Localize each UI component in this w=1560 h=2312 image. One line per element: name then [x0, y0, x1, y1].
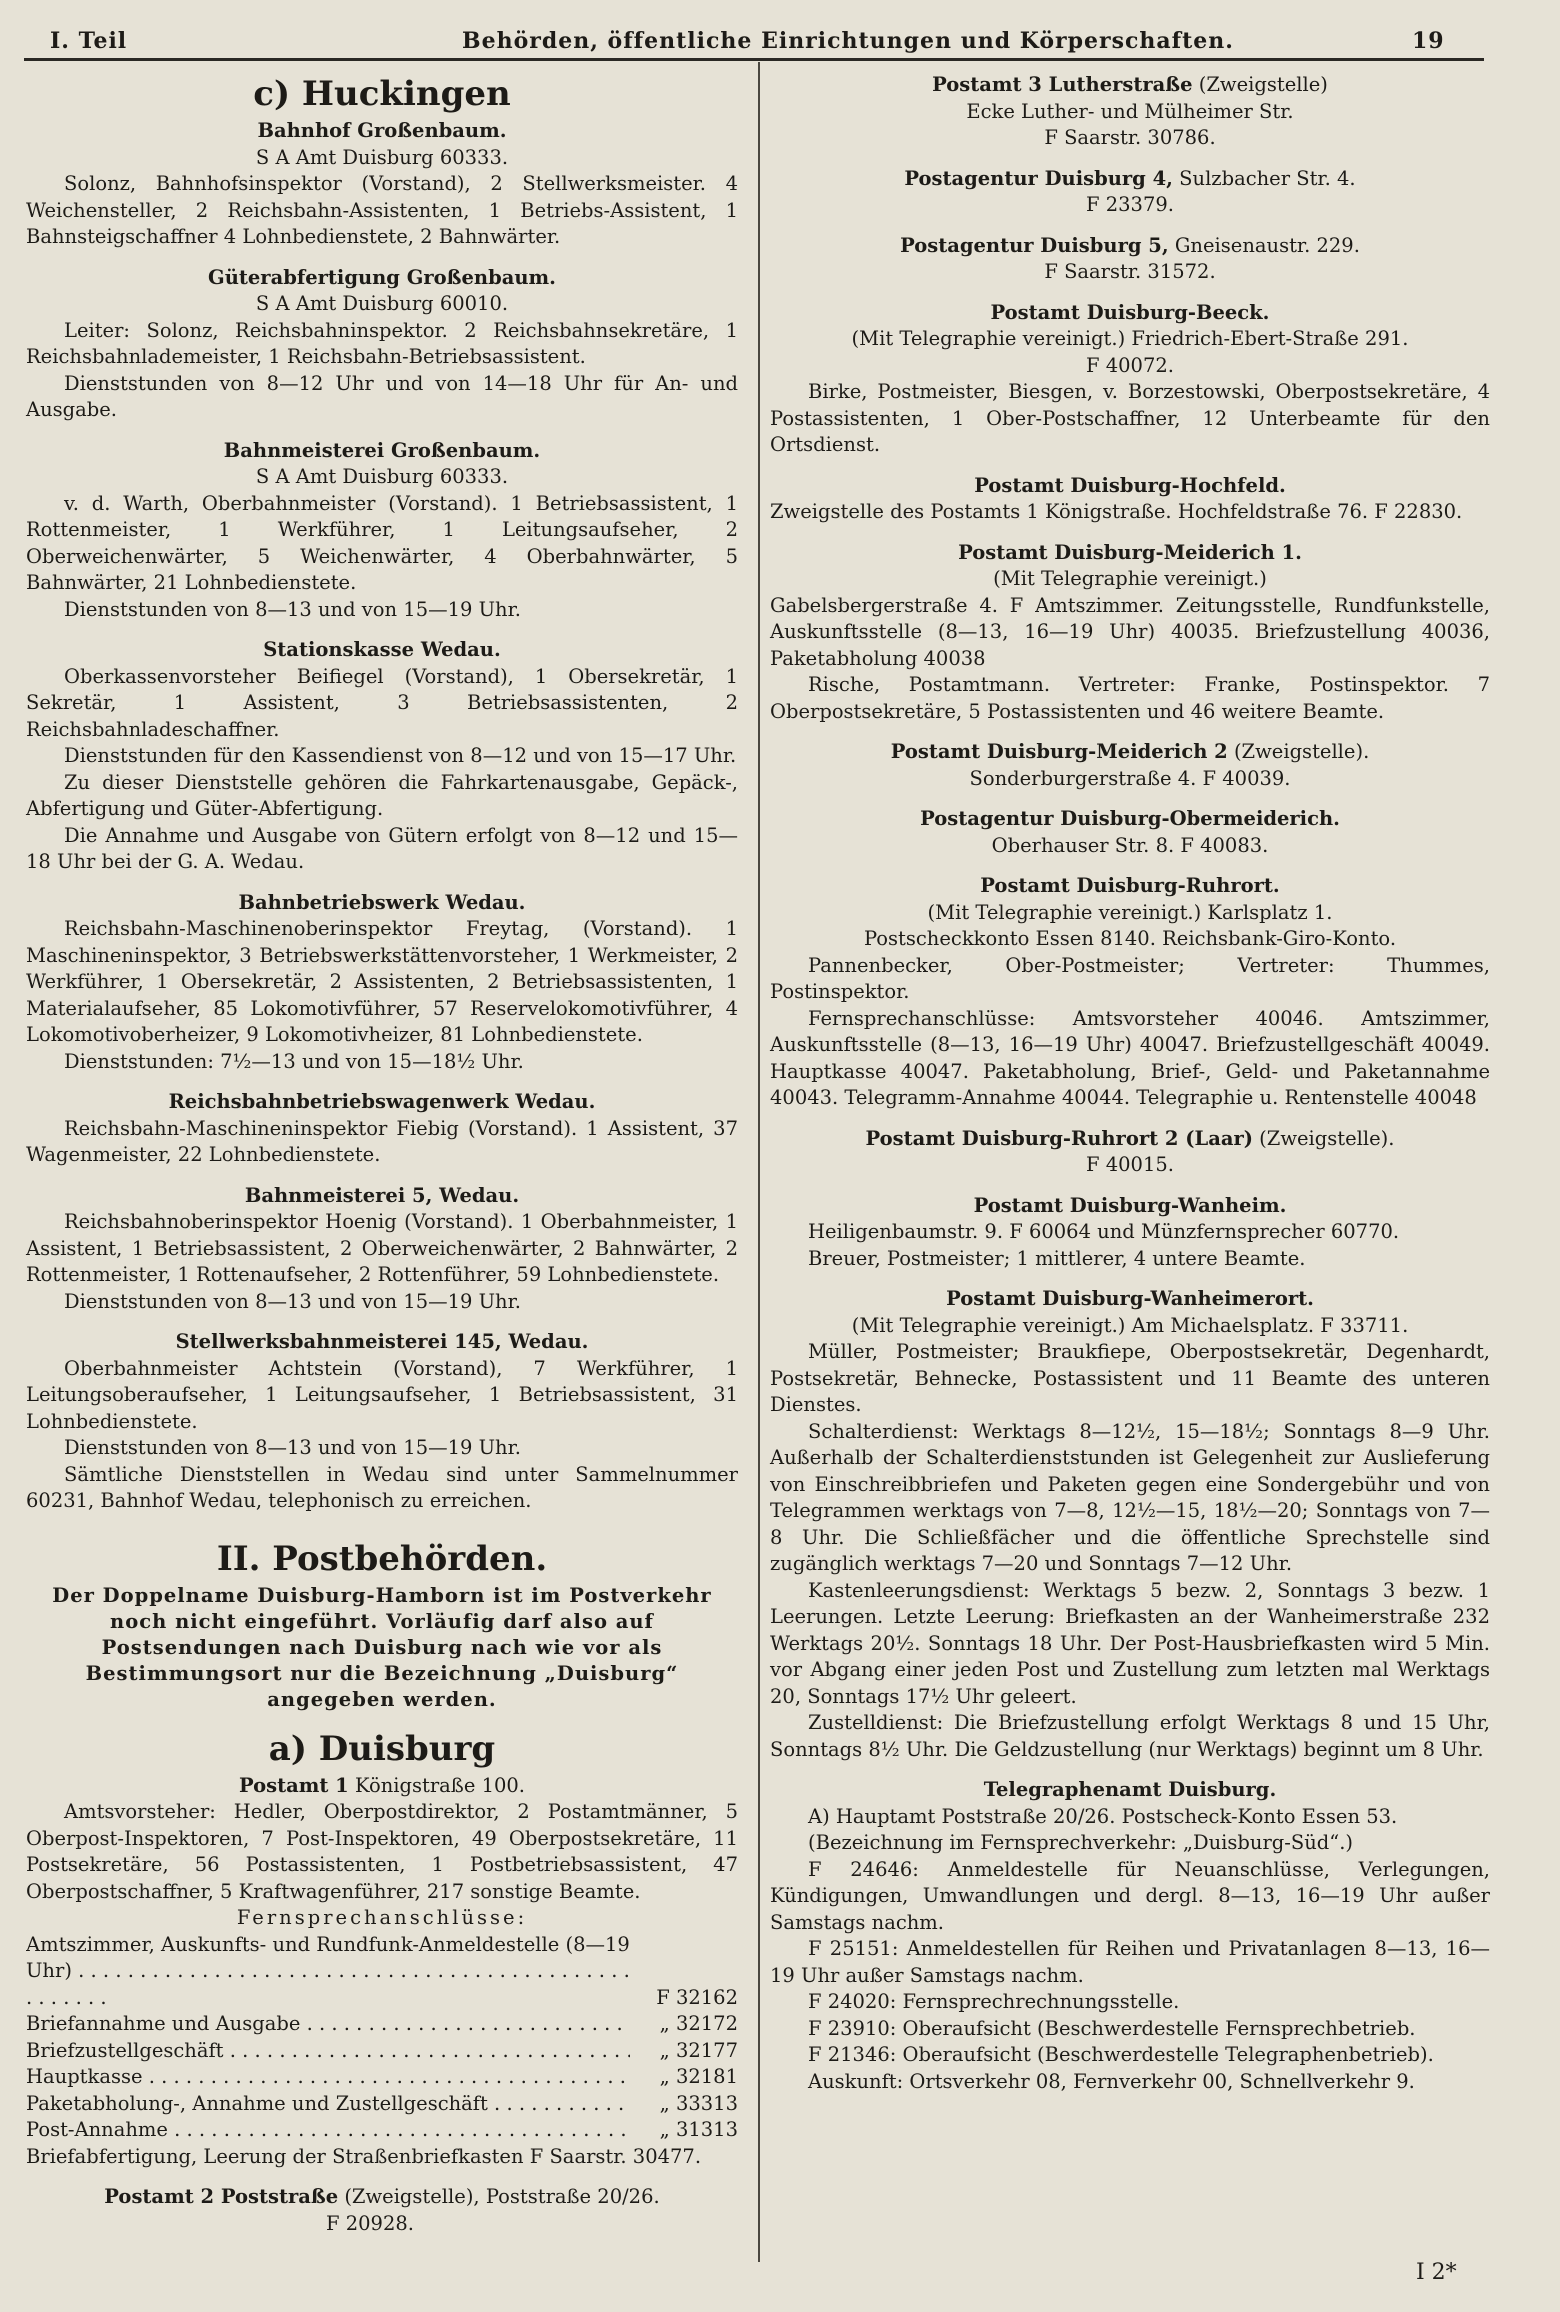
bahnhof-grossenbaum-title: Bahnhof Großenbaum. [257, 119, 507, 142]
postamt-1-address: Königstraße 100. [354, 1773, 525, 1797]
meiderich-1-staff: Rische, Postamtmann. Vertreter: Franke, Postinspektor. 7 Oberpostsekretäre, 5 Postassistenten und 46 weitere Beamte. [770, 673, 1490, 723]
left-column [26, 72, 738, 2237]
bahnbetriebswerk-staff: Reichsbahn-Maschinenoberinspektor Freytag, (Vorstand). 1 Maschineninspektor, 3 Betriebswerkstättenvorsteher, 1 Werkmeister, 2 Werkführer, 1 Obersekretär, 2 Assistenten, 2 Betriebsassistenten, 1 Materialaufseher, 85 Lokomotivführer, 57 Reservelokomotivführer, 4 Lokomotivoberheizer, 9 Lokomotivheizer, 81 Lohnbedienstete. [26, 917, 738, 1046]
postamt-1-briefabfertigung: Briefabfertigung, Leerung der Straßenbriefkasten F Saarstr. 30477. [26, 2144, 702, 2168]
postamt-3-phone: F Saarstr. 30786. [1044, 126, 1216, 149]
ruhrort-title: Postamt Duisburg-Ruhrort. [980, 874, 1280, 897]
beeck-title: Postamt Duisburg-Beeck. [990, 300, 1270, 324]
bahnmeisterei-grossenbaum-phone: S A Amt Duisburg 60333. [255, 465, 509, 488]
wanheim-info: Heiligenbaumstr. 9. F 60064 und Münzfernsprecher 60770. [808, 1220, 1400, 1243]
bahnmeisterei-grossenbaum-staff: v. d. Warth, Oberbahnmeister (Vorstand). 1 Betriebsassistent, 1 Rottenmeister, 1 Werkführer, 1 Leitungsaufseher, 2 Oberweichenwärter, 5 Weichenwärter, 4 Oberbahnwärter, 5 Bahnwärter, 21 Lohnbedienstete. [26, 491, 738, 594]
postamt-2-address: (Zweigstelle), Poststraße 20/26. [344, 2185, 660, 2208]
stellwerksbahnmeisterei-hours: Dienststunden von 8—13 und von 15—19 Uhr. [64, 1436, 521, 1459]
ruhrort-konto: Postscheckkonto Essen 8140. Reichsbank-Giro-Konto. [863, 927, 1397, 950]
wanheimerort-schalterdienst: Schalterdienst: Werktags 8—12½, 15—18½; Sonntags 8—9 Uhr. Außerhalb der Schalterdienststunden ist Gelegenheit zur Auslieferung von Einschreibbriefen und Paketen gegen eine Sondergebühr und von Telegrammen werktags von 7—8, 12½—15, 18½—20; Sonntags von 7—8 Uhr. Die Schließfächer und die öffentliche Sprechstelle sind zugänglich werktags 7—20 und Sonntags 7—12 Uhr. [770, 1419, 1490, 1575]
phone-row-label: Paketabholung-, Annahme und Zustellgeschäft . . . [26, 2091, 630, 2118]
column-divider [758, 62, 760, 2262]
section-huckingen-heading: c) Huckingen [253, 74, 511, 114]
phone-row-label: Briefannahme und Ausgabe . . . [26, 2011, 630, 2038]
stationskasse-staff: Oberkassenvorsteher Beifiegel (Vorstand), 1 Obersekretär, 1 Sekretär, 1 Assistent, 3 Betriebsassistenten, 2 Reichsbahnladeschaffner. [26, 664, 738, 741]
stationskasse-note-1: Zu dieser Dienststelle gehören die Fahrkartenausgabe, Gepäck-, Abfertigung und Güter-Abfertigung. [26, 770, 738, 820]
stellwerksbahnmeisterei-staff: Oberbahnmeister Achtstein (Vorstand), 7 Werkführer, 1 Leitungsoberaufseher, 1 Leitungsaufseher, 1 Betriebsassistent, 31 Lohnbedienstete. [26, 1356, 738, 1433]
header-part: I. Teil [50, 28, 128, 54]
bahnbetriebswerk-title: Bahnbetriebswerk Wedau. [238, 890, 526, 914]
postamt-3-line [770, 72, 1490, 99]
hochfeld-title: Postamt Duisburg-Hochfeld. [974, 473, 1286, 497]
postagentur-4-address: Sulzbacher Str. 4. [1179, 166, 1356, 190]
bahnmeisterei-5-staff: Reichsbahnoberinspektor Hoenig (Vorstand). 1 Oberbahnmeister, 1 Assistent, 1 Betriebsassistent, 2 Oberweichenwärter, 2 Bahnwärter, 2 Rottenmeister, 1 Rottenaufseher, 2 Rottenführer, 59 Lohnbedienstete. [26, 1210, 738, 1286]
phone-row [26, 2011, 738, 2038]
phone-row [26, 1932, 738, 2012]
hochfeld-info: Zweigstelle des Postamts 1 Königstraße. Hochfeldstraße 76. F 22830. [770, 500, 1463, 523]
phone-row [26, 2038, 738, 2065]
telegraphenamt-line: F 24646: Anmeldestelle für Neuanschlüsse, Verlegungen, Kündigungen, Umwandlungen und dergl. 8—13, 16—19 Uhr außer Samstags nachm. [770, 1857, 1490, 1934]
wanheimerort-staff: Müller, Postmeister; Braukfiepe, Oberpostsekretär, Degenhardt, Postsekretär, Behnecke, Postassistent und 11 Beamte des unteren Dienstes. [770, 1340, 1490, 1416]
ruhrort-2-line [770, 1126, 1490, 1153]
telegraphenamt-hauptamt: A) Hauptamt Poststraße 20/26. Postscheck-Konto Essen 53. [808, 1804, 1398, 1828]
gueterabfertigung-title: Güterabfertigung Großenbaum. [208, 265, 556, 289]
bahnhof-grossenbaum-phone: S A Amt Duisburg 60333. [255, 145, 509, 169]
meiderich-2-info: Sonderburgerstraße 4. F 40039. [969, 766, 1291, 790]
meiderich-2-title: Postamt Duisburg-Meiderich 2 [890, 740, 1228, 763]
wanheimerort-kastenleerung: Kastenleerungsdienst: Werktags 5 bezw. 2, Sonntags 3 bezw. 1 Leerungen. Letzte Leerung: Briefkasten an der Wanheimerstraße 232 Werktags 20½. Sonntags 18 Uhr. Der Post-Hausbriefkasten wird 5 Min. vor Abgang einer jeden Post und Zustellung zum letzten mal Werktags 20, Sonntags 17½ Uhr geleert. [770, 1578, 1490, 1708]
bahnmeisterei-grossenbaum-hours: Dienststunden von 8—13 und von 15—19 Uhr. [64, 597, 521, 621]
section-duisburg-heading: a) Duisburg [268, 1728, 496, 1769]
postamt-2-line [26, 2184, 738, 2211]
phone-row-value: F 32162 [656, 1985, 738, 2009]
postamt-1-line [26, 1773, 738, 1800]
postamt-2-phone: F 20928. [326, 2211, 414, 2235]
betriebswagenwerk-title: Reichsbahnbetriebswagenwerk Wedau. [168, 1090, 596, 1113]
postagentur-4-line [770, 166, 1490, 193]
signature-mark: I 2* [1416, 2260, 1457, 2285]
betriebswagenwerk-staff: Reichsbahn-Maschineninspektor Fiebig (Vorstand). 1 Assistent, 37 Wagenmeister, 22 Lohnbedienstete. [26, 1116, 738, 1166]
phone-row-label: Amtszimmer, Auskunfts- und Rundfunk-Anmeldestelle (8—19 Uhr) . . . [26, 1932, 630, 2012]
doppelname-notice: Der Doppelname Duisburg-Hamborn ist im Postverkehr noch nicht eingeführt. Vorläufig darf also auf Postsendungen nach Duisburg nach wie vor als Bestimmungsort nur die Bezeichnung „Duisburg“ angegeben werden. [52, 1583, 712, 1711]
obermeiderich-info: Oberhauser Str. 8. F 40083. [991, 833, 1269, 857]
header-title: Behörden, öffentliche Einrichtungen und Körperschaften. [462, 28, 1234, 54]
phone-row-value: „ 32181 [659, 2065, 738, 2088]
postamt-3-address: Ecke Luther- und Mülheimer Str. [966, 99, 1294, 123]
postamt-1-phones-heading: Fernsprechanschlüsse: [236, 1906, 528, 1929]
postamt-3-title: Postamt 3 Lutherstraße [932, 73, 1193, 96]
gueterabfertigung-hours: Dienststunden von 8—12 Uhr und von 14—18 Uhr für An- und Ausgabe. [26, 371, 738, 421]
gueterabfertigung-staff: Leiter: Solonz, Reichsbahninspektor. 2 Reichsbahnsekretäre, 1 Reichsbahnlademeister, 1 Reichsbahn-Betriebsassistent. [26, 318, 738, 368]
obermeiderich-title: Postagentur Duisburg-Obermeiderich. [920, 807, 1340, 830]
phone-row-value: „ 32172 [659, 2012, 738, 2035]
postagentur-5-address: Gneisenaustr. 229. [1174, 233, 1360, 257]
postamt-3-sub: (Zweigstelle) [1198, 73, 1328, 96]
phone-row [26, 2064, 738, 2091]
phone-row [26, 2117, 738, 2144]
right-column [770, 72, 1490, 2095]
beeck-phone: F 40072. [1086, 353, 1174, 377]
phone-row-label: Hauptkasse . . . [26, 2064, 630, 2091]
telegraphenamt-line: Auskunft: Ortsverkehr 08, Fernverkehr 00, Schnellverkehr 9. [808, 2069, 1415, 2093]
ruhrort-staff: Pannenbecker, Ober-Postmeister; Vertreter: Thummes, Postinspektor. [770, 953, 1490, 1003]
meiderich-1-telegraphie: (Mit Telegraphie vereinigt.) [993, 567, 1267, 590]
bahnhof-grossenbaum-staff: Solonz, Bahnhofsinspektor (Vorstand), 2 Stellwerksmeister. 4 Weichensteller, 2 Reichsbahn-Assistenten, 1 Betriebs-Assistent, 1 Bahnsteigschaffner 4 Lohnbedienstete, 2 Bahnwärter. [26, 172, 738, 248]
stationskasse-title: Stationskasse Wedau. [263, 638, 501, 661]
phone-row-label: Briefzustellgeschäft . . . [26, 2038, 630, 2065]
bahnmeisterei-grossenbaum-title: Bahnmeisterei Großenbaum. [223, 438, 541, 462]
phone-row-value: „ 32177 [659, 2038, 738, 2062]
beeck-staff: Birke, Postmeister, Biesgen, v. Borzestowski, Oberpostsekretäre, 4 Postassistenten, 1 Ober-Postschaffner, 12 Unterbeamte für den Ortsdienst. [770, 380, 1490, 456]
bahnmeisterei-5-title: Bahnmeisterei 5, Wedau. [244, 1183, 520, 1207]
postagentur-4-phone: F 23379. [1086, 193, 1174, 216]
stellwerksbahnmeisterei-note: Sämtliche Dienststellen in Wedau sind unter Sammelnummer 60231, Bahnhof Wedau, telephonisch zu erreichen. [26, 1462, 738, 1512]
phone-row-label: Post-Annahme . . . [26, 2117, 630, 2144]
postagentur-4-title: Postagentur Duisburg 4, [904, 166, 1173, 190]
telegraphenamt-bezeichnung: (Bezeichnung im Fernsprechverkehr: „Duisburg-Süd“.) [808, 1831, 1354, 1854]
wanheim-staff: Breuer, Postmeister; 1 mittlerer, 4 untere Beamte. [808, 1246, 1306, 1270]
postagentur-5-phone: F Saarstr. 31572. [1044, 260, 1216, 283]
stationskasse-note-2: Die Annahme und Ausgabe von Gütern erfolgt von 8—12 und 15—18 Uhr bei der G. A. Wedau. [26, 823, 738, 873]
telegraphenamt-line: F 25151: Anmeldestellen für Reihen und Privatanlagen 8—13, 16—19 Uhr außer Samstags nachm. [770, 1937, 1490, 1987]
telegraphenamt-line: F 23910: Oberaufsicht (Beschwerdestelle Fernsprechbetrieb. [808, 2016, 1416, 2040]
meiderich-2-line [770, 739, 1490, 766]
postamt-1-staff: Amtsvorsteher: Hedler, Oberpostdirektor, 2 Postamtmänner, 5 Oberpost-Inspektoren, 7 Post-Inspektoren, 49 Oberpostsekretäre, 11 Postsekretäre, 56 Postassistenten, 1 Postbetriebsassistent, 47 Oberpostschaffner, 5 Kraftwagenführer, 217 sonstige Beamte. [26, 1800, 738, 1903]
telegraphenamt-line: F 24020: Fernsprechrechnungsstelle. [808, 1990, 1180, 2013]
bahnbetriebswerk-hours: Dienststunden: 7½—13 und von 15—18½ Uhr. [64, 1049, 524, 1073]
ruhrort-info: (Mit Telegraphie vereinigt.) Karlsplatz 1. [927, 900, 1333, 924]
telegraphenamt-line: F 21346: Oberaufsicht (Beschwerdestelle Telegraphenbetrieb). [808, 2043, 1434, 2066]
postagentur-5-title: Postagentur Duisburg 5, [900, 233, 1169, 257]
gueterabfertigung-phone: S A Amt Duisburg 60010. [255, 292, 509, 315]
postamt-2-title: Postamt 2 Poststraße [104, 2185, 339, 2208]
postamt-1-phone-table [26, 1932, 738, 2144]
wanheimerort-title: Postamt Duisburg-Wanheimerort. [946, 1287, 1314, 1310]
telegraphenamt-title: Telegraphenamt Duisburg. [983, 1778, 1277, 1801]
phone-row-value: „ 31313 [659, 2118, 738, 2141]
header-rule [24, 58, 1484, 61]
wanheimerort-zustelldienst: Zustelldienst: Die Briefzustellung erfolgt Werktags 8 und 15 Uhr, Sonntags 8½ Uhr. Die Geldzustellung (nur Werktags) beginnt um 8 Uhr. [770, 1711, 1490, 1761]
ruhrort-2-phone: F 40015. [1086, 1153, 1174, 1176]
meiderich-1-info: Gabelsbergerstraße 4. F Amtszimmer. Zeitungsstelle, Rundfunkstelle, Auskunftsstelle (8—13, 16—19 Uhr) 40035. Briefzustellung 40036, Paketabholung 40038 [770, 593, 1490, 670]
wanheim-title: Postamt Duisburg-Wanheim. [973, 1193, 1287, 1217]
ruhrort-phones: Fernsprechanschlüsse: Amtsvorsteher 40046. Amtszimmer, Auskunftsstelle (8—13, 16—19 Uhr) 40047. Briefzustellgeschäft 40049. Hauptkasse 40047. Paketabholung, Brief-, Geld- und Paketannahme 40043. Telegramm-Annahme 40044. Telegraphie u. Rentenstelle 40048 [770, 1006, 1490, 1109]
page-number: 19 [1412, 28, 1445, 54]
postamt-1-title: Postamt 1 [238, 1773, 349, 1797]
phone-row-value: „ 33313 [659, 2091, 738, 2115]
meiderich-2-sub: (Zweigstelle). [1233, 740, 1370, 763]
wanheimerort-info: (Mit Telegraphie vereinigt.) Am Michaelsplatz. F 33711. [851, 1313, 1409, 1337]
beeck-info: (Mit Telegraphie vereinigt.) Friedrich-Ebert-Straße 291. [851, 327, 1409, 350]
stellwerksbahnmeisterei-title: Stellwerksbahnmeisterei 145, Wedau. [175, 1330, 589, 1353]
ruhrort-2-title: Postamt Duisburg-Ruhrort 2 (Laar) [865, 1126, 1253, 1150]
bahnmeisterei-5-hours: Dienststunden von 8—13 und von 15—19 Uhr. [64, 1289, 521, 1313]
meiderich-1-title: Postamt Duisburg-Meiderich 1. [958, 540, 1302, 564]
phone-row [26, 2091, 738, 2118]
ruhrort-2-sub: (Zweigstelle). [1259, 1126, 1395, 1150]
stationskasse-hours: Dienststunden für den Kassendienst von 8—12 und von 15—17 Uhr. [64, 744, 737, 767]
postagentur-5-line [770, 233, 1490, 260]
postbehoerden-heading: II. Postbehörden. [216, 1538, 548, 1579]
